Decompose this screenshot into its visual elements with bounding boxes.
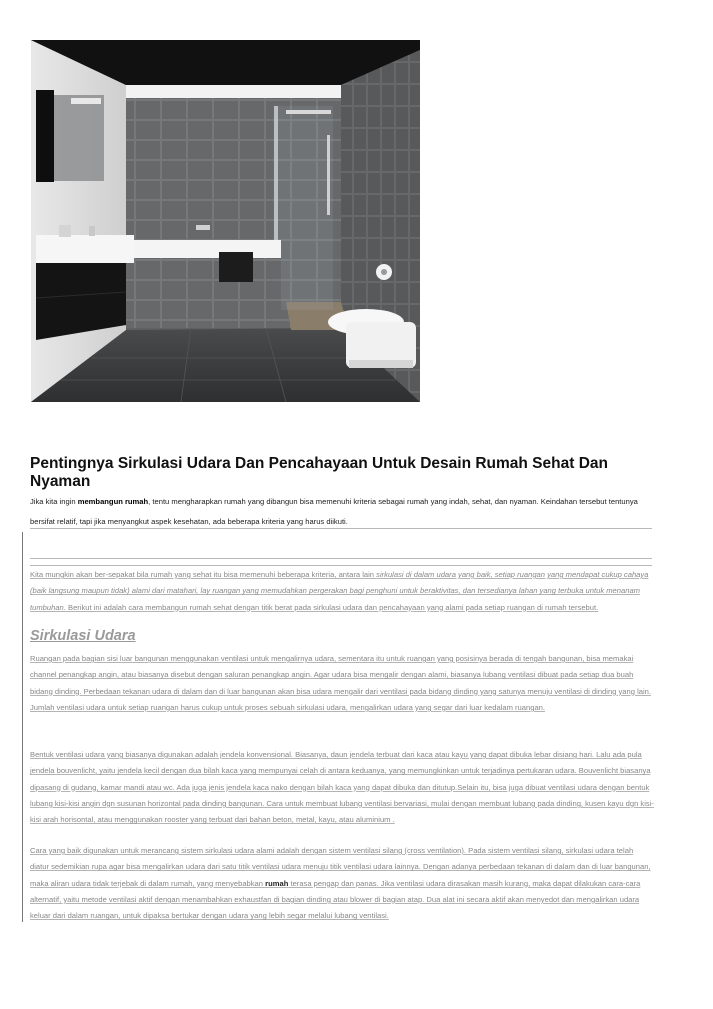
paragraph-intro-criteria (30, 567, 654, 616)
intro-text-before: Jika kita ingin (30, 497, 78, 506)
divider (30, 558, 652, 559)
intro-paragraph (30, 492, 655, 531)
p4-bold-link[interactable]: rumah (265, 878, 289, 888)
article-title: Pentingnya Sirkulasi Udara Dan Pencahayaan Untuk Desain Rumah Sehat Dan Nyaman (30, 455, 608, 490)
section-heading: Sirkulasi Udara (30, 628, 136, 644)
intro-bold-link[interactable]: membangun rumah (77, 497, 149, 506)
p1-text-c: Berikut ini adalah cara membangun rumah sehat dengan titik berat pada sirkulasi udara dan pencahayaan yang alami pada setiap ruangan di rumah tersebut. (65, 602, 599, 612)
divider (30, 528, 652, 529)
intro-text-after: , tentu mengharapkan rumah yang dibangun bisa memenuhi kriteria sebagai rumah yang indah, sehat, dan nyaman. Keindahan tersebut tentunya bersifat relatif, tapi jika menyangkut aspek kesehatan, ada beberapa kriteria yang harus diikuti. (30, 497, 638, 526)
p4-text-a: Cara yang baik digunakan untuk merancang sistem sirkulasi udara alami adalah dengan sistem ventilasi silang (cross ventilation). Pada sistem ventilasi silang, sirkulasi udara telah diatur sedemikian rupa agar bisa mengalirkan udara dari satu titik ventilasi udara menuju titik ventilasi udara lainnya. Dengan adanya perbedaan tekanan di dalam dan di luar bangunan, maka aliran udara tidak terjebak di dalam rumah, yang menyebabkan (30, 846, 651, 888)
paragraph-ventilation: Ruangan pada bagian sisi luar bangunan menggunakan ventilasi untuk mengalirnya udara, sementara itu untuk ruangan yang posisinya berada di tengah bangunan, bisa memakai channel penangkap angin, atau biasanya disebut dengan saluran penangkap angin. Agar udara bisa mengalir dengan alami, biasanya lubang ventilasi dibuat pada setiap dua buah bidang dinding. Perbedaan tekanan udara di dalam dan di luar bangunan akan bisa udara mengalir dari ventilasi pada bidang dinding yang satunya menuju ventilasi di dinding yang lain. Jumlah ventilasi udara untuk setiap ruangan harus cukup untuk proses sebuah sirkulasi udara, mengalirkan udara yang segar dari luar kedalam ruangan. (30, 654, 652, 712)
bathroom-photo (31, 40, 420, 402)
paragraph-cross-ventilation (30, 843, 654, 924)
left-rule (22, 532, 23, 922)
p1-text-a: Kita mungkin akan ber-sepakat bila rumah yang sehat itu bisa memenuhi beberapa kriteria, antara lain (30, 570, 377, 579)
paragraph-window-types: Bentuk ventilasi udara yang biasanya digunakan adalah jendela konvensional. Biasanya, daun jendela terbuat dari kaca atau kayu yang dapat dibuka lebar disiang hari. Lalu ada pula jendela bouvenlicht, yaitu jendela kecil dengan dua bilah kaca yang mempunyai celah di antara keduanya, yang memungkinkan untuk terjadinya pertukaran udara. Bouvenlicht biasanya dipasang di gudang, kamar mandi atau wc. Ada juga jenis jendela kaca nako dengan bilah kaca yang dapat dibuka dan ditutup.Selain itu, bisa juga dibuat ventilasi udara dengan bentuk lubang kisi-kisi angin dgn susunan horizontal pada dinding bangunan. Cara untuk membuat lubang ventilasi bervariasi, mulai dengan membuat lubang pada dinding, kusen kayu dgn kisi-kisi arah horisontal, atau menggunakan rooster yang terbuat dari bahan beton, metal, kayu, atau aluminium . (30, 750, 654, 825)
p1-text-italic: sirkulasi di dalam udara yang baik, setiap ruangan yang mendapat cukup cahaya (baik langsung maupun tidak) alami dari matahari, lay ruangan yang memudahkan pergerakan bagi penghuni untuk beraktivitas, dan tersedianya lahan yang terbuka untuk menanam tumbuhan. (30, 570, 649, 612)
p4-text-b: terasa pengap dan panas. Jika ventilasi udara dirasakan masih kurang, maka dapat dilakukan cara-cara alternatif, yaitu metode ventilasi aktif dengan menambahkan exhaustfan di bagian dinding atau blower di bagian atap. Dua alat ini secara aktif akan menyedot dan mengalirkan udara keluar dari dalam ruangan, untuk dipaksa bertukar dengan udara yang lebih segar melalui lubang ventilasi. (30, 878, 641, 921)
divider (30, 565, 652, 566)
